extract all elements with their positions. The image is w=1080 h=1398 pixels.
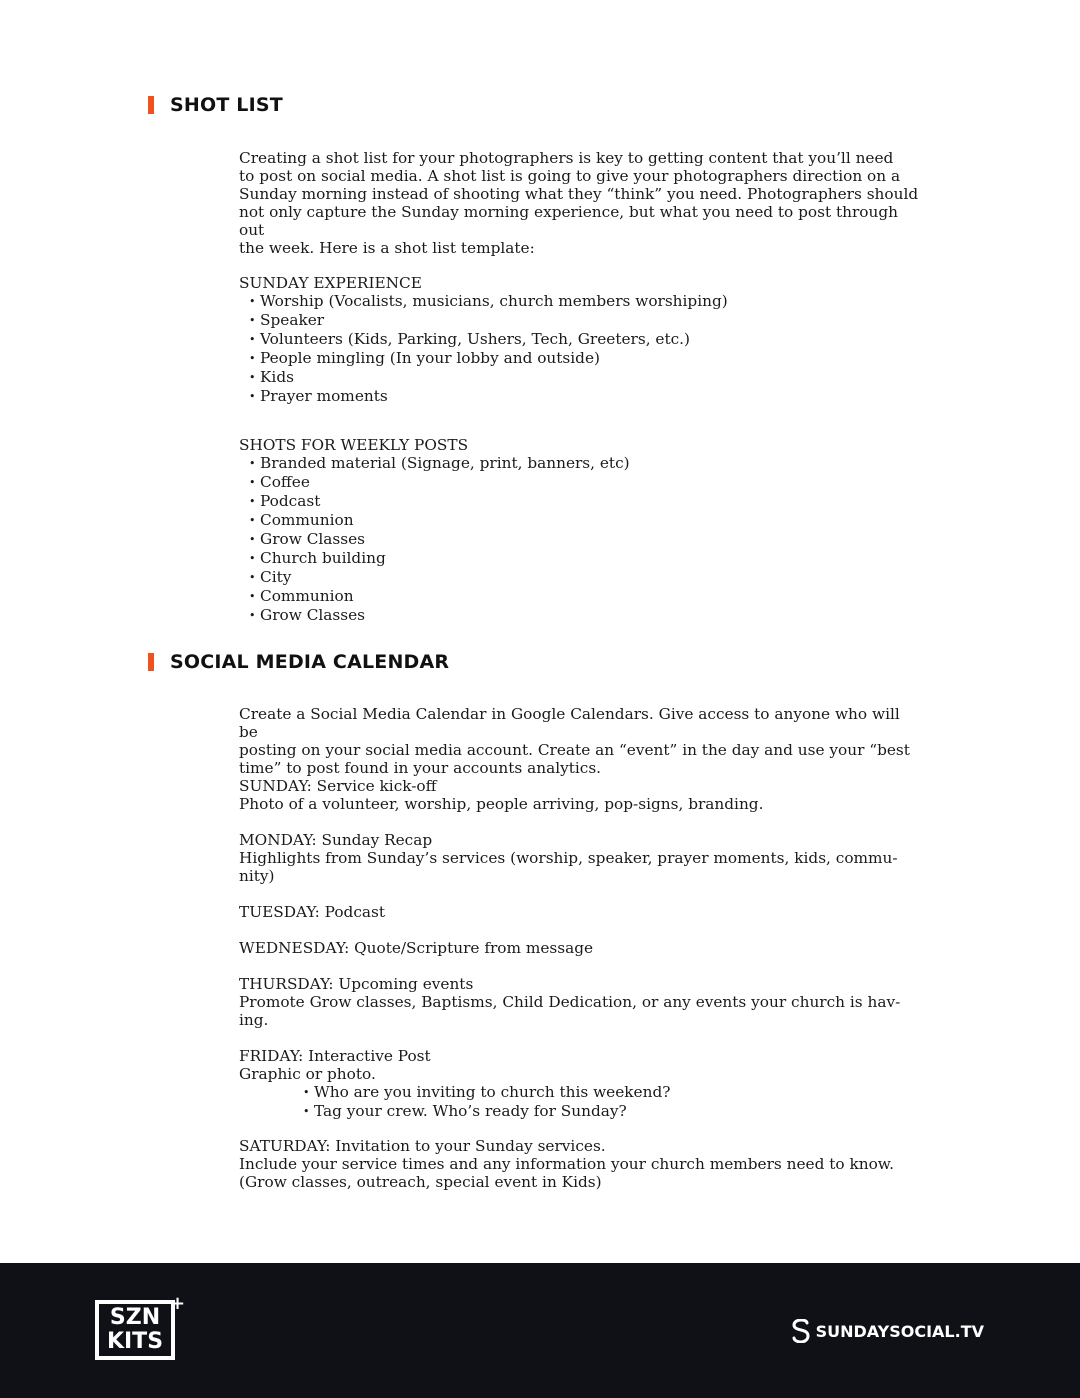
footer	[0, 1263, 1080, 1398]
list-item: • Grow Classes	[239, 530, 919, 549]
calendar-tuesday	[239, 903, 919, 921]
calendar-title: SOCIAL MEDIA CALENDAR	[170, 651, 450, 673]
intro-line: to post on social media. A shot list is going to give your photographers direction on a	[239, 167, 901, 185]
intro-line: Sunday morning instead of shooting what they “think” you need. Photographers should	[239, 185, 919, 203]
calendar-wednesday	[239, 939, 919, 957]
shot-list-title: SHOT LIST	[170, 94, 283, 116]
intro-line: time” to post found in your accounts analytics.	[239, 759, 602, 777]
intro-line: Creating a shot list for your photographers is key to getting content that you’ll need	[239, 149, 894, 167]
szn-kits-logo	[95, 1300, 175, 1360]
calendar-thursday	[239, 975, 919, 1029]
list-heading: SHOTS FOR WEEKLY POSTS	[239, 436, 469, 454]
list-item: • Who are you inviting to church this weekend?	[239, 1083, 919, 1102]
day-description: ing.	[239, 1011, 269, 1029]
day-description: Photo of a volunteer, worship, people arriving, pop-signs, branding.	[239, 795, 764, 813]
list-item: • Branded material (Signage, print, banners, etc)	[239, 454, 919, 473]
list-item: • Coffee	[239, 473, 919, 492]
calendar-intro	[239, 705, 919, 777]
list-item: • People mingling (In your lobby and outside)	[239, 349, 919, 368]
day-heading: MONDAY: Sunday Recap	[239, 831, 433, 849]
szn-logo-line: SZN	[109, 1305, 161, 1330]
weekly-posts-list	[239, 436, 919, 625]
heading-accent-bar	[148, 96, 154, 114]
calendar-monday	[239, 831, 919, 885]
intro-line: the week. Here is a shot list template:	[239, 239, 535, 257]
day-heading: THURSDAY: Upcoming events	[239, 975, 474, 993]
list-heading: SUNDAY EXPERIENCE	[239, 274, 422, 292]
calendar-sunday	[239, 777, 919, 813]
list-item: • Kids	[239, 368, 919, 387]
day-description: nity)	[239, 867, 275, 885]
day-description: Highlights from Sunday’s services (worship, speaker, prayer moments, kids, commu-	[239, 849, 898, 867]
sunday-social-s-icon	[791, 1319, 811, 1343]
list-item: • Podcast	[239, 492, 919, 511]
list-item: • Tag your crew. Who’s ready for Sunday?	[239, 1102, 919, 1121]
sunday-social-logo	[791, 1319, 984, 1343]
heading-accent-bar	[148, 653, 154, 671]
calendar-friday	[239, 1047, 919, 1121]
list-item: • Speaker	[239, 311, 919, 330]
list-item: • Worship (Vocalists, musicians, church members worshiping)	[239, 292, 919, 311]
sunday-experience-list	[239, 274, 919, 406]
intro-line: not only capture the Sunday morning experience, but what you need to post through out	[239, 203, 899, 239]
shot-list-intro	[239, 149, 919, 257]
day-description: Include your service times and any information your church members need to know.	[239, 1155, 894, 1173]
day-heading: TUESDAY: Podcast	[239, 903, 386, 921]
list-item: • Volunteers (Kids, Parking, Ushers, Tech, Greeters, etc.)	[239, 330, 919, 349]
calendar-heading	[148, 651, 449, 673]
intro-line: Create a Social Media Calendar in Google Calendars. Give access to anyone who will be	[239, 705, 900, 741]
list-item: • City	[239, 568, 919, 587]
day-heading: SUNDAY: Service kick-off	[239, 777, 437, 795]
list-item: • Church building	[239, 549, 919, 568]
list-item: • Communion	[239, 587, 919, 606]
day-description: Promote Grow classes, Baptisms, Child Dedication, or any events your church is hav-	[239, 993, 901, 1011]
szn-logo-line: KITS	[106, 1329, 164, 1354]
sunday-social-url: SUNDAYSOCIAL.TV	[815, 1321, 984, 1341]
intro-line: posting on your social media account. Create an “event” in the day and use your “best	[239, 741, 910, 759]
plus-icon: +	[170, 1293, 186, 1314]
list-item: • Prayer moments	[239, 387, 919, 406]
list-item: • Grow Classes	[239, 606, 919, 625]
list-item: • Communion	[239, 511, 919, 530]
day-description: Graphic or photo.	[239, 1065, 376, 1083]
day-description: (Grow classes, outreach, special event in Kids)	[239, 1173, 602, 1191]
day-heading: WEDNESDAY: Quote/Scripture from message	[239, 939, 594, 957]
day-heading: SATURDAY: Invitation to your Sunday services.	[239, 1137, 606, 1155]
day-heading: FRIDAY: Interactive Post	[239, 1047, 431, 1065]
shot-list-heading	[148, 94, 283, 116]
calendar-saturday	[239, 1137, 919, 1191]
